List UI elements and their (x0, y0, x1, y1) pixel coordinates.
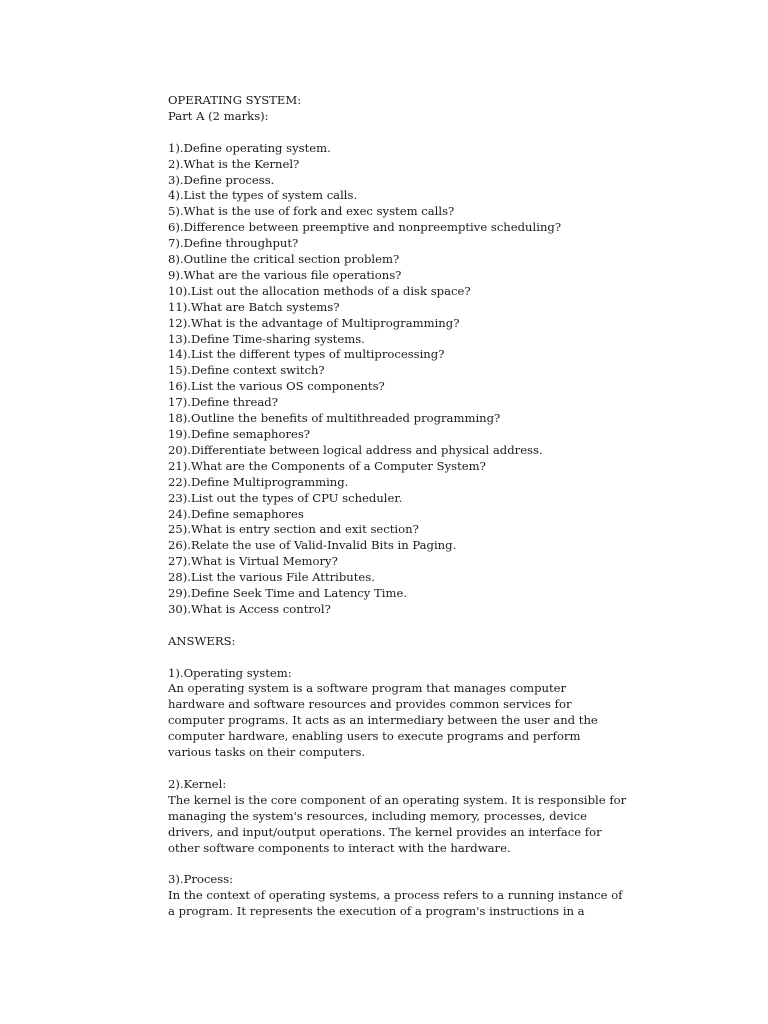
question-item: 30).What is Access control? (168, 601, 331, 616)
answer-heading: 3).Process: (168, 872, 234, 887)
question-list (168, 141, 758, 618)
question-item: 24).Define semaphores (168, 506, 304, 521)
answer-heading: 2).Kernel: (168, 776, 227, 791)
answer-text-line: drivers, and input/output operations. The kernel provides an interface for (168, 824, 602, 839)
question-item: 14).List the different types of multiprocessing? (168, 347, 445, 362)
answer-text-line: computer programs. It acts as an intermediary between the user and the (168, 713, 598, 728)
section-subtitle: Part A (2 marks): (168, 108, 269, 123)
question-item: 13).Define Time-sharing systems. (168, 331, 365, 346)
question-item: 26).Relate the use of Valid-Invalid Bits in Paging. (168, 538, 457, 553)
answer-block (168, 872, 758, 920)
question-item: 25).What is entry section and exit section? (168, 522, 419, 537)
question-item: 6).Difference between preemptive and nonpreemptive scheduling? (168, 220, 562, 235)
spacer (168, 856, 758, 872)
question-item: 20).Differentiate between logical address and physical address. (168, 442, 543, 457)
question-item: 22).Define Multiprogramming. (168, 474, 349, 489)
answer-text-line: In the context of operating systems, a process refers to a running instance of (168, 888, 623, 903)
question-item: 9).What are the various file operations? (168, 267, 402, 282)
answer-text-line: hardware and software resources and provides common services for (168, 697, 572, 712)
question-item: 17).Define thread? (168, 395, 278, 410)
question-item: 8).Outline the critical section problem? (168, 252, 400, 267)
answers-heading: ANSWERS: (168, 633, 236, 648)
question-item: 15).Define context switch? (168, 363, 325, 378)
question-item: 12).What is the advantage of Multiprogramming? (168, 315, 460, 330)
question-item: 7).Define throughput? (168, 236, 299, 251)
answer-text-line: a program. It represents the execution of a program's instructions in a (168, 904, 585, 919)
answer-list (168, 666, 758, 920)
question-item: 16).List the various OS components? (168, 379, 385, 394)
question-item: 1).Define operating system. (168, 140, 331, 155)
spacer (168, 618, 758, 634)
question-item: 27).What is Virtual Memory? (168, 554, 338, 569)
answer-text-line: An operating system is a software program that manages computer (168, 681, 567, 696)
answer-text-line: various tasks on their computers. (168, 745, 366, 760)
spacer (168, 761, 758, 777)
question-item: 21).What are the Components of a Computer System? (168, 458, 486, 473)
answer-text-line: computer hardware, enabling users to execute programs and perform (168, 729, 581, 744)
question-item: 10).List out the allocation methods of a disk space? (168, 283, 471, 298)
answer-heading: 1).Operating system: (168, 665, 292, 680)
answer-text-line: The kernel is the core component of an operating system. It is responsible for (168, 792, 627, 807)
question-item: 28).List the various File Attributes. (168, 570, 375, 585)
question-item: 11).What are Batch systems? (168, 299, 340, 314)
question-item: 19).Define semaphores? (168, 427, 311, 442)
question-item: 29).Define Seek Time and Latency Time. (168, 586, 408, 601)
question-item: 2).What is the Kernel? (168, 156, 300, 171)
document-title: OPERATING SYSTEM: (168, 93, 302, 107)
document-page (168, 93, 758, 920)
question-item: 3).Define process. (168, 172, 275, 187)
question-item: 5).What is the use of fork and exec system calls? (168, 204, 455, 219)
spacer (168, 650, 758, 666)
answer-text-line: managing the system's resources, including memory, processes, device (168, 808, 588, 823)
answer-block (168, 666, 758, 761)
answer-text-line: other software components to interact with the hardware. (168, 840, 511, 855)
question-item: 18).Outline the benefits of multithreaded programming? (168, 411, 501, 426)
spacer (168, 125, 758, 141)
question-item: 23).List out the types of CPU scheduler. (168, 490, 403, 505)
answer-block (168, 777, 758, 857)
question-item: 4).List the types of system calls. (168, 188, 358, 203)
